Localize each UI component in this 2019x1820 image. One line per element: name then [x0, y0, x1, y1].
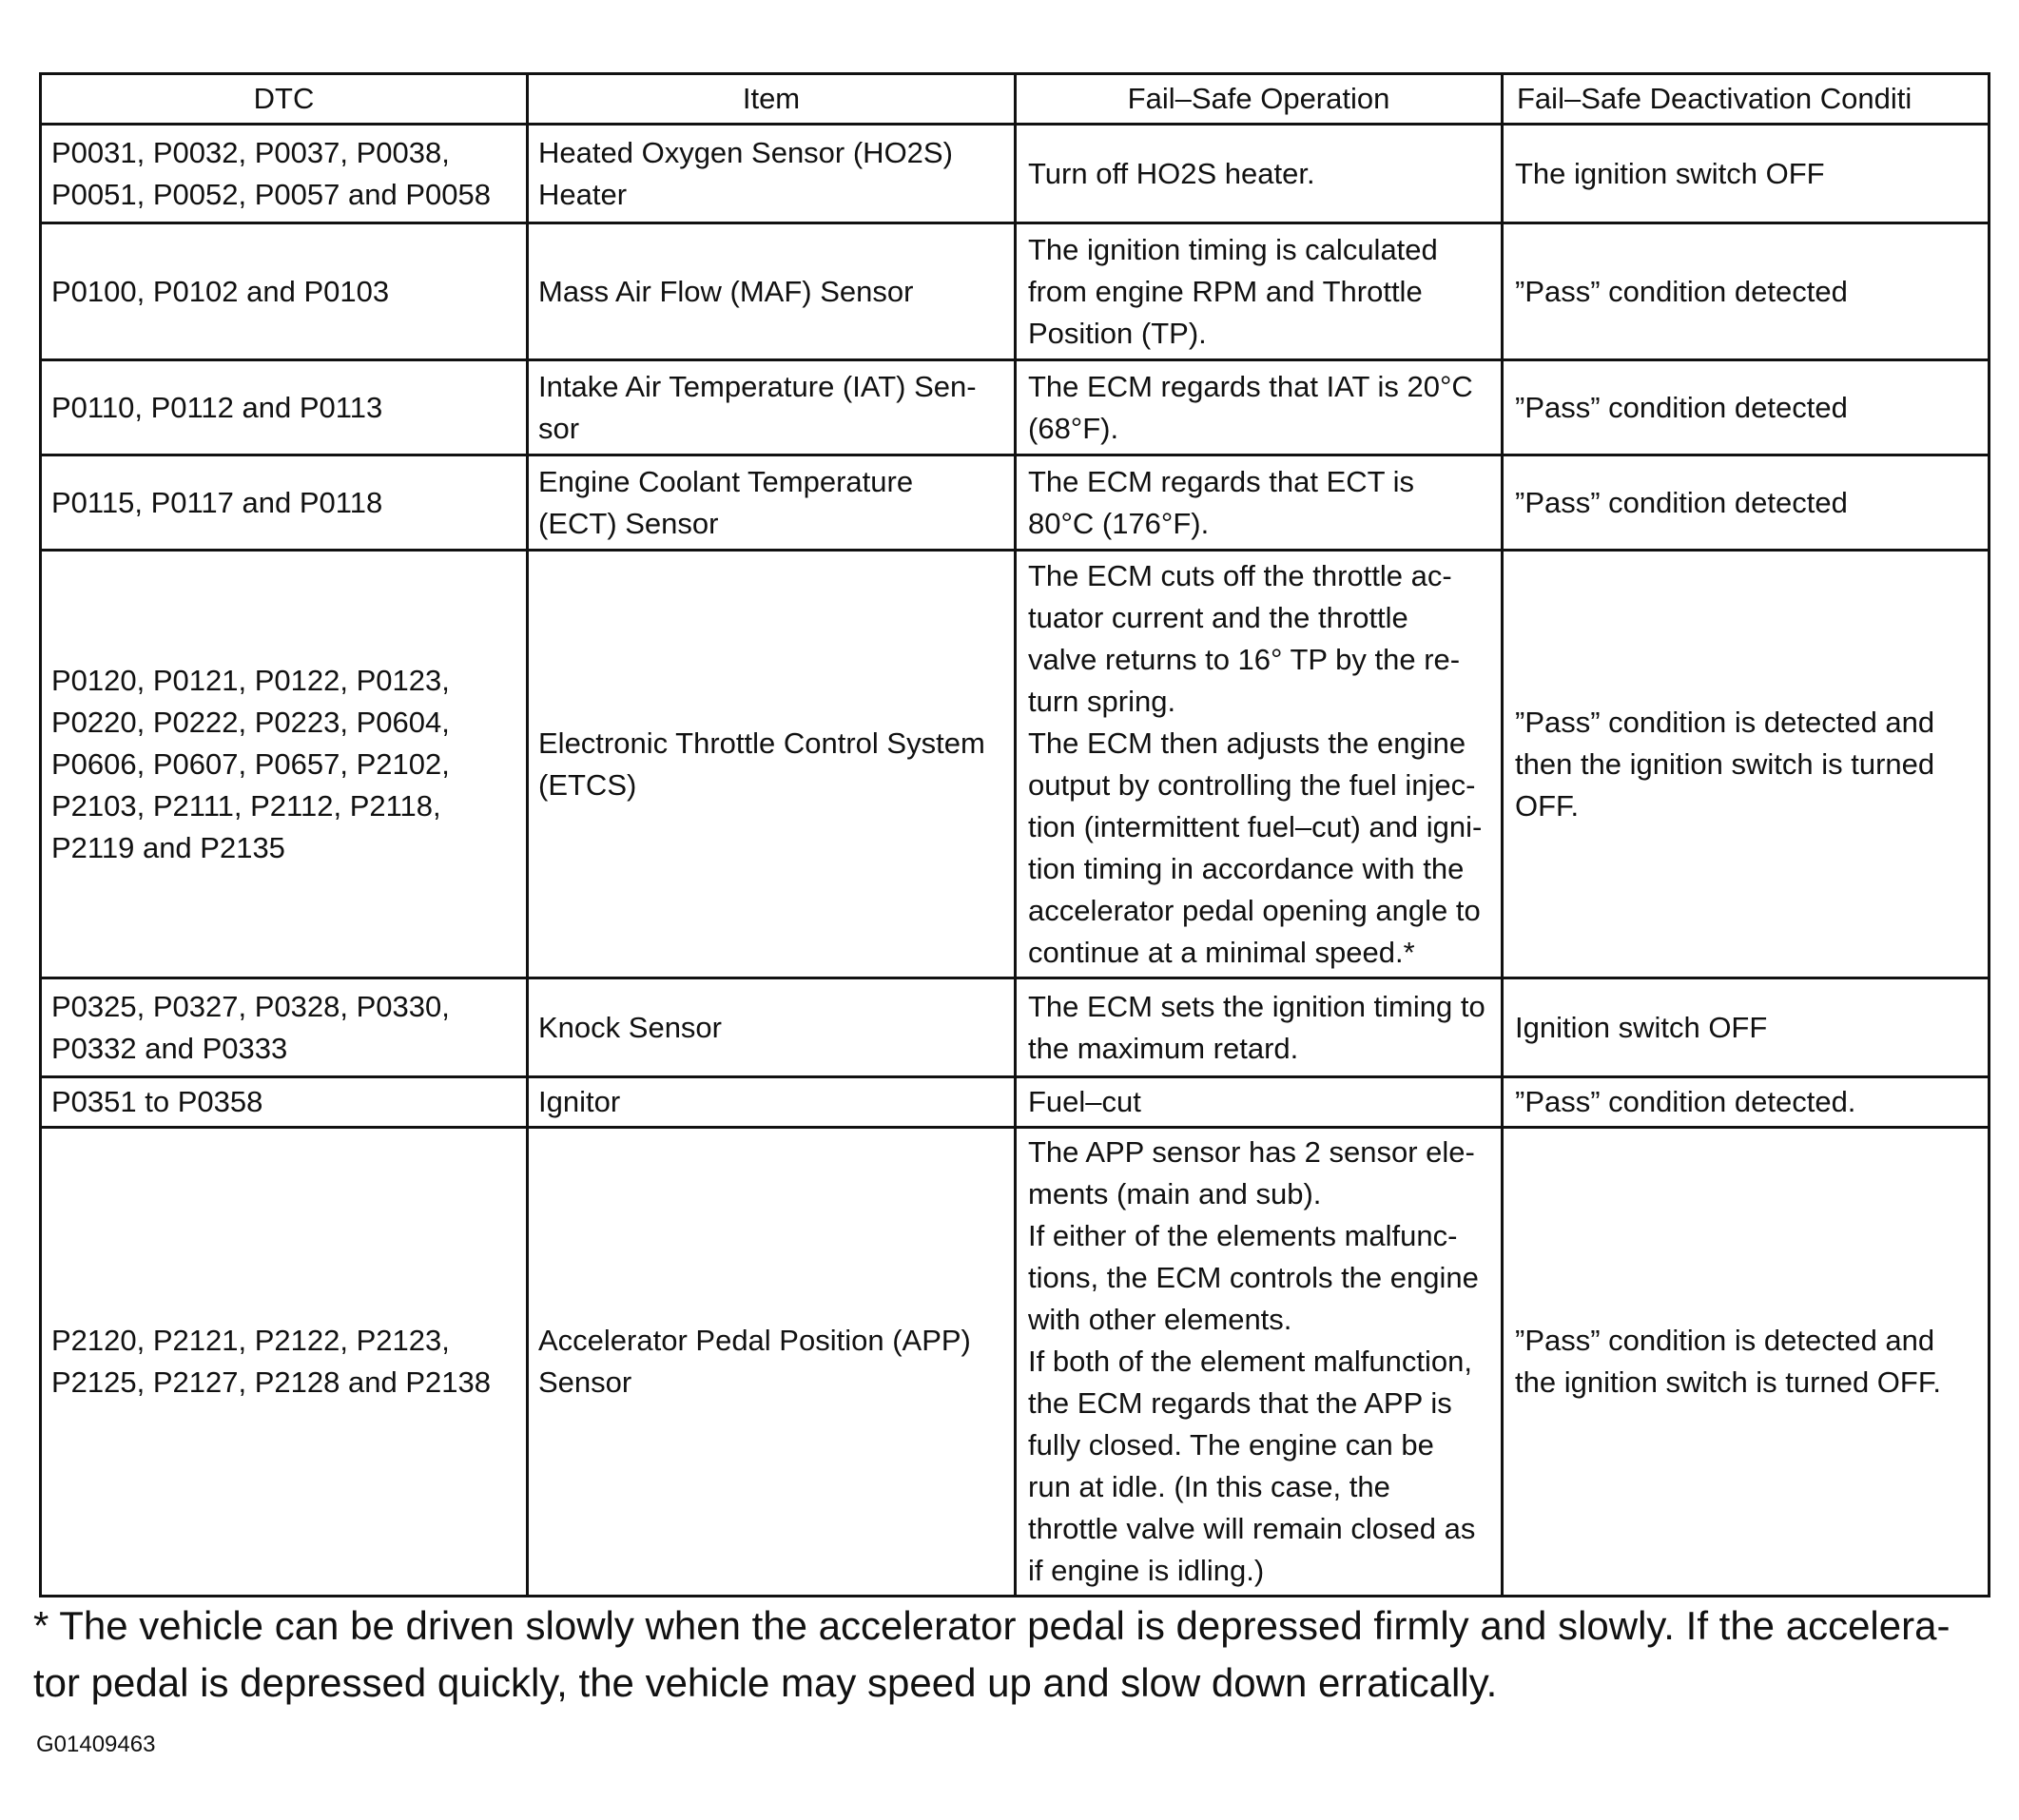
- fail-safe-operation-cell-line: 80°C (176°F).: [1028, 506, 1210, 540]
- item-cell-line: Heated Oxygen Sensor (HO2S): [538, 135, 953, 169]
- dtc-cell-line: P2119 and P2135: [51, 830, 285, 864]
- fail-safe-operation-cell: [1016, 551, 1503, 978]
- deactivation-condition-cell-line: ”Pass” condition detected.: [1515, 1085, 1856, 1118]
- fail-safe-operation-cell: [1016, 360, 1503, 455]
- deactivation-condition-cell: [1503, 455, 1990, 551]
- item-cell: [528, 978, 1016, 1077]
- dtc-cell-line: P0351 to P0358: [51, 1085, 263, 1118]
- fail-safe-operation-cell-line: with other elements.: [1028, 1303, 1292, 1336]
- item-cell-line: Engine Coolant Temperature: [538, 464, 914, 498]
- dtc-cell-line: P0100, P0102 and P0103: [51, 274, 390, 308]
- table-row: [41, 1128, 1990, 1597]
- fail-safe-operation-cell-line: run at idle. (In this case, the: [1028, 1470, 1390, 1503]
- deactivation-condition-cell-line: the ignition switch is turned OFF.: [1515, 1365, 1941, 1399]
- fail-safe-operation-cell-line: from engine RPM and Throttle: [1028, 274, 1423, 308]
- deactivation-condition-cell: [1503, 360, 1990, 455]
- fail-safe-operation-cell: [1016, 1128, 1503, 1597]
- item-cell: [528, 1128, 1016, 1597]
- fail-safe-operation-cell-line: Position (TP).: [1028, 316, 1207, 350]
- table-header-row: [41, 74, 1990, 125]
- deactivation-condition-cell-line: ”Pass” condition detected: [1515, 274, 1848, 308]
- fail-safe-operation-cell-line: If both of the element malfunction,: [1028, 1345, 1472, 1378]
- fail-safe-operation-cell-line: Turn off HO2S heater.: [1028, 156, 1315, 190]
- fail-safe-operation-cell-line: The ignition timing is calculated: [1028, 232, 1438, 266]
- fail-safe-operation-cell-line: output by controlling the fuel injec-: [1028, 767, 1476, 802]
- deactivation-condition-cell-line: ”Pass” condition detected: [1515, 485, 1848, 519]
- item-cell-line: Electronic Throttle Control System: [538, 726, 985, 760]
- deactivation-condition-cell: [1503, 1077, 1990, 1128]
- dtc-cell-line: P0120, P0121, P0122, P0123,: [51, 663, 450, 697]
- header-fail-safe-operation: Fail–Safe Operation: [1016, 74, 1503, 125]
- fail-safe-operation-cell-line: The ECM regards that ECT is: [1028, 464, 1415, 498]
- item-cell-line: sor: [538, 411, 580, 445]
- dtc-cell-line: P2103, P2111, P2112, P2118,: [51, 788, 441, 823]
- fail-safe-operation-cell-line: the maximum retard.: [1028, 1031, 1299, 1065]
- fail-safe-operation-cell-line: fully closed. The engine can be: [1028, 1428, 1434, 1462]
- dtc-cell-line: P2120, P2121, P2122, P2123,: [51, 1324, 450, 1357]
- table-row: [41, 125, 1990, 223]
- fail-safe-operation-cell: [1016, 1077, 1503, 1128]
- table-row: [41, 360, 1990, 455]
- dtc-cell-line: P0220, P0222, P0223, P0604,: [51, 705, 450, 739]
- fail-safe-operation-cell-line: tions, the ECM controls the engine: [1028, 1261, 1479, 1294]
- fail-safe-operation-cell: [1016, 978, 1503, 1077]
- dtc-cell-line: P2125, P2127, P2128 and P2138: [51, 1365, 491, 1399]
- deactivation-condition-cell-line: Ignition switch OFF: [1515, 1010, 1768, 1044]
- table-row: [41, 1077, 1990, 1128]
- deactivation-condition-cell: [1503, 125, 1990, 223]
- dtc-cell-line: P0115, P0117 and P0118: [51, 485, 383, 519]
- dtc-cell: [41, 978, 528, 1077]
- dtc-cell: [41, 360, 528, 455]
- fail-safe-operation-cell: [1016, 455, 1503, 551]
- item-cell-line: Mass Air Flow (MAF) Sensor: [538, 274, 914, 308]
- dtc-cell: [41, 125, 528, 223]
- item-cell: [528, 223, 1016, 360]
- deactivation-condition-cell: [1503, 551, 1990, 978]
- fail-safe-operation-cell-line: tuator current and the throttle: [1028, 600, 1408, 634]
- deactivation-condition-cell-line: The ignition switch OFF: [1515, 156, 1825, 190]
- item-cell-line: Accelerator Pedal Position (APP): [538, 1324, 971, 1357]
- table-row: [41, 223, 1990, 360]
- fail-safe-operation-cell-line: tion (intermittent fuel–cut) and igni-: [1028, 809, 1483, 843]
- table-row: [41, 978, 1990, 1077]
- figure-id: G01409463: [36, 1732, 156, 1757]
- dtc-cell-line: P0110, P0112 and P0113: [51, 390, 383, 424]
- header-dtc: DTC: [41, 74, 528, 125]
- header-deactivation-condition: Fail–Safe Deactivation Conditi: [1503, 74, 1990, 125]
- deactivation-condition-cell: [1503, 1128, 1990, 1597]
- dtc-cell: [41, 223, 528, 360]
- table-row: [41, 551, 1990, 978]
- item-cell-line: Intake Air Temperature (IAT) Sen-: [538, 369, 977, 403]
- fail-safe-operation-cell-line: The ECM then adjusts the engine: [1028, 726, 1466, 760]
- fail-safe-table: [39, 72, 1990, 1597]
- fail-safe-operation-cell-line: continue at a minimal speed.*: [1028, 935, 1415, 969]
- fail-safe-operation-cell-line: if engine is idling.): [1028, 1554, 1265, 1587]
- fail-safe-operation-cell-line: The APP sensor has 2 sensor ele-: [1028, 1135, 1475, 1169]
- deactivation-condition-cell: [1503, 223, 1990, 360]
- header-item: Item: [528, 74, 1016, 125]
- dtc-cell-line: P0332 and P0333: [51, 1031, 288, 1065]
- item-cell-line: (ETCS): [538, 767, 637, 802]
- table-row: [41, 455, 1990, 551]
- dtc-cell: [41, 455, 528, 551]
- fail-safe-operation-cell-line: throttle valve will remain closed as: [1028, 1512, 1476, 1545]
- dtc-cell: [41, 1077, 528, 1128]
- fail-safe-operation-cell: [1016, 223, 1503, 360]
- footnote: [33, 1597, 2002, 1712]
- dtc-cell-line: P0031, P0032, P0037, P0038,: [51, 135, 450, 169]
- fail-safe-operation-cell-line: the ECM regards that the APP is: [1028, 1386, 1452, 1420]
- deactivation-condition-cell-line: ”Pass” condition is detected and: [1515, 705, 1935, 739]
- item-cell: [528, 1077, 1016, 1128]
- fail-safe-operation-cell-line: The ECM regards that IAT is 20°C: [1028, 369, 1473, 403]
- item-cell-line: Knock Sensor: [538, 1010, 722, 1044]
- footnote-line: * The vehicle can be driven slowly when the accelerator pedal is depressed firmly and slowly. If the accelera-: [33, 1603, 1951, 1648]
- fail-safe-operation-cell-line: The ECM sets the ignition timing to: [1028, 989, 1485, 1023]
- fail-safe-operation-cell-line: (68°F).: [1028, 411, 1119, 445]
- fail-safe-operation-cell-line: valve returns to 16° TP by the re-: [1028, 642, 1461, 676]
- footnote-line: tor pedal is depressed quickly, the vehicle may speed up and slow down erratically.: [33, 1660, 1498, 1705]
- table-body: [41, 125, 1990, 1597]
- fail-safe-operation-cell-line: turn spring.: [1028, 684, 1176, 718]
- item-cell: [528, 551, 1016, 978]
- fail-safe-operation-cell-line: The ECM cuts off the throttle ac-: [1028, 558, 1452, 592]
- item-cell: [528, 455, 1016, 551]
- deactivation-condition-cell-line: then the ignition switch is turned: [1515, 746, 1935, 781]
- dtc-cell-line: P0325, P0327, P0328, P0330,: [51, 989, 450, 1023]
- dtc-cell: [41, 1128, 528, 1597]
- deactivation-condition-cell: [1503, 978, 1990, 1077]
- item-cell-line: (ECT) Sensor: [538, 506, 719, 540]
- item-cell-line: Heater: [538, 177, 628, 211]
- item-cell: [528, 360, 1016, 455]
- item-cell-line: Ignitor: [538, 1085, 621, 1118]
- fail-safe-operation-cell-line: tion timing in accordance with the: [1028, 851, 1465, 885]
- fail-safe-operation-cell: [1016, 125, 1503, 223]
- deactivation-condition-cell-line: ”Pass” condition detected: [1515, 390, 1848, 424]
- dtc-cell-line: P0606, P0607, P0657, P2102,: [51, 746, 450, 781]
- fail-safe-operation-cell-line: accelerator pedal opening angle to: [1028, 893, 1481, 927]
- deactivation-condition-cell-line: OFF.: [1515, 788, 1580, 823]
- dtc-cell: [41, 551, 528, 978]
- item-cell: [528, 125, 1016, 223]
- fail-safe-operation-cell-line: Fuel–cut: [1028, 1085, 1141, 1118]
- fail-safe-operation-cell-line: ments (main and sub).: [1028, 1177, 1322, 1210]
- fail-safe-operation-cell-line: If either of the elements malfunc-: [1028, 1219, 1458, 1252]
- dtc-cell-line: P0051, P0052, P0057 and P0058: [51, 177, 491, 211]
- item-cell-line: Sensor: [538, 1365, 632, 1399]
- deactivation-condition-cell-line: ”Pass” condition is detected and: [1515, 1324, 1935, 1357]
